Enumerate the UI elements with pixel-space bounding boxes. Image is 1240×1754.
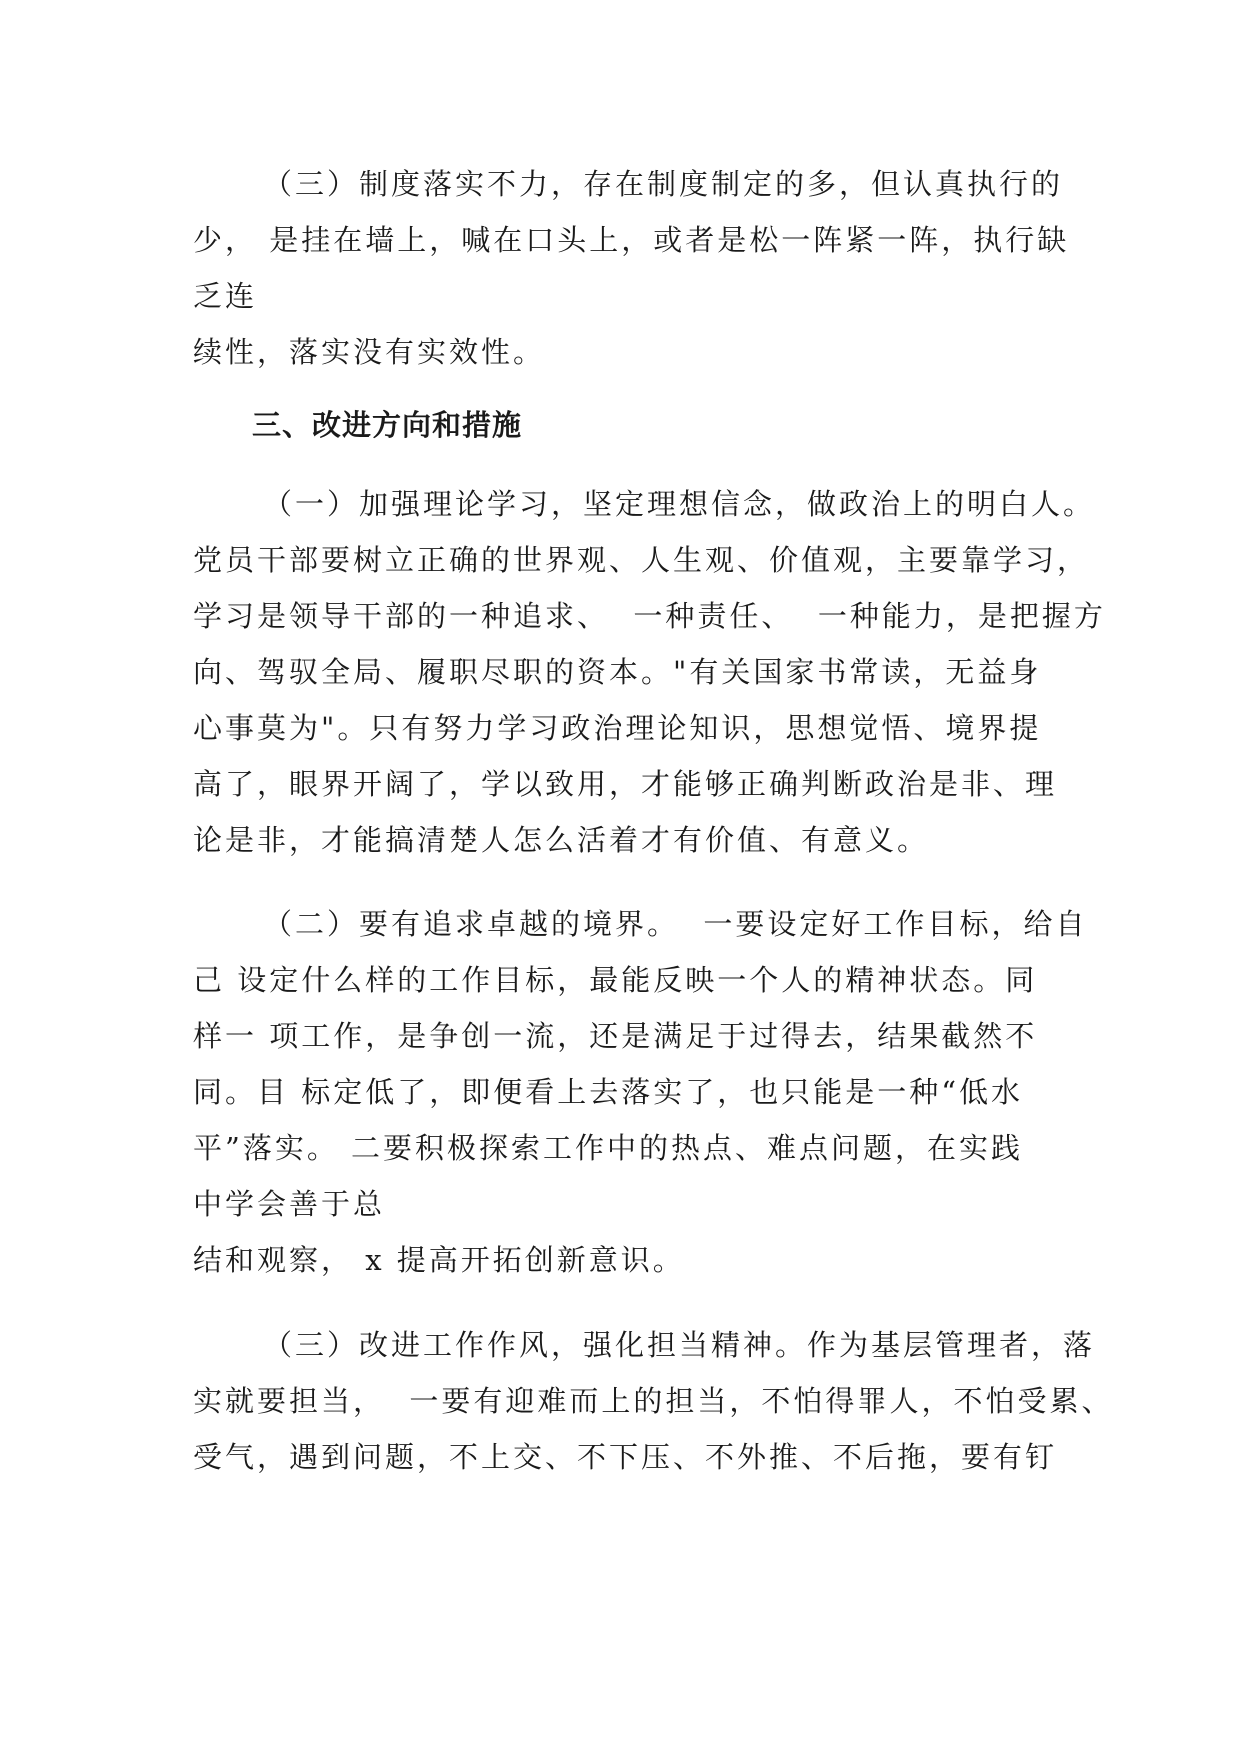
section-heading: 三、改进方向和措施	[252, 408, 523, 442]
paragraph-line: 少， 是挂在墙上，喊在口头上，或者是松一阵紧一阵，执行缺	[193, 223, 1070, 257]
paragraph-line: 同。目 标定低了，即便看上去落实了，也只能是一种“低水	[193, 1075, 1024, 1109]
paragraph-line: 学习是领导干部的一种追求、 一种责任、 一种能力，是把握方	[193, 599, 1106, 633]
paragraph-line: 续性，落实没有实效性。	[193, 335, 546, 369]
paragraph-line: 受气，遇到问题，不上交、不下压、不外推、不后拖，要有钉	[193, 1440, 1058, 1474]
paragraph-line: （二）要有追求卓越的境界。 一要设定好工作目标，给自	[263, 907, 1088, 941]
paragraph-line: 平”落实。 二要积极探索工作中的热点、难点问题，在实践	[193, 1131, 1024, 1165]
paragraph-line: 样一 项工作，是争创一流，还是满足于过得去，结果截然不	[193, 1019, 1038, 1053]
paragraph-line: 实就要担当， 一要有迎难而上的担当，不怕得罪人，不怕受累、	[193, 1384, 1114, 1418]
paragraph-line: 结和观察， x 提高开拓创新意识。	[193, 1243, 685, 1277]
paragraph-line: （一）加强理论学习，坚定理想信念，做政治上的明白人。	[263, 487, 1096, 521]
paragraph-line: 心事莫为"。只有努力学习政治理论知识，思想觉悟、境界提	[193, 711, 1042, 745]
paragraph-line: 乏连	[193, 279, 258, 313]
paragraph-line: 向、驾驭全局、履职尽职的资本。"有关国家书常读，无益身	[193, 655, 1042, 689]
paragraph-line: 论是非，才能搞清楚人怎么活着才有价值、有意义。	[193, 823, 930, 857]
paragraph-line: 高了，眼界开阔了，学以致用，才能够正确判断政治是非、理	[193, 767, 1058, 801]
paragraph-line: 己 设定什么样的工作目标，最能反映一个人的精神状态。同	[193, 963, 1038, 997]
paragraph-line: （三）制度落实不力，存在制度制定的多，但认真执行的	[263, 167, 1064, 201]
paragraph-line: 中学会善于总	[193, 1187, 386, 1221]
paragraph-line: 党员干部要树立正确的世界观、人生观、价值观，主要靠学习，	[193, 543, 1090, 577]
paragraph-line: （三）改进工作作风，强化担当精神。作为基层管理者，落	[263, 1328, 1096, 1362]
